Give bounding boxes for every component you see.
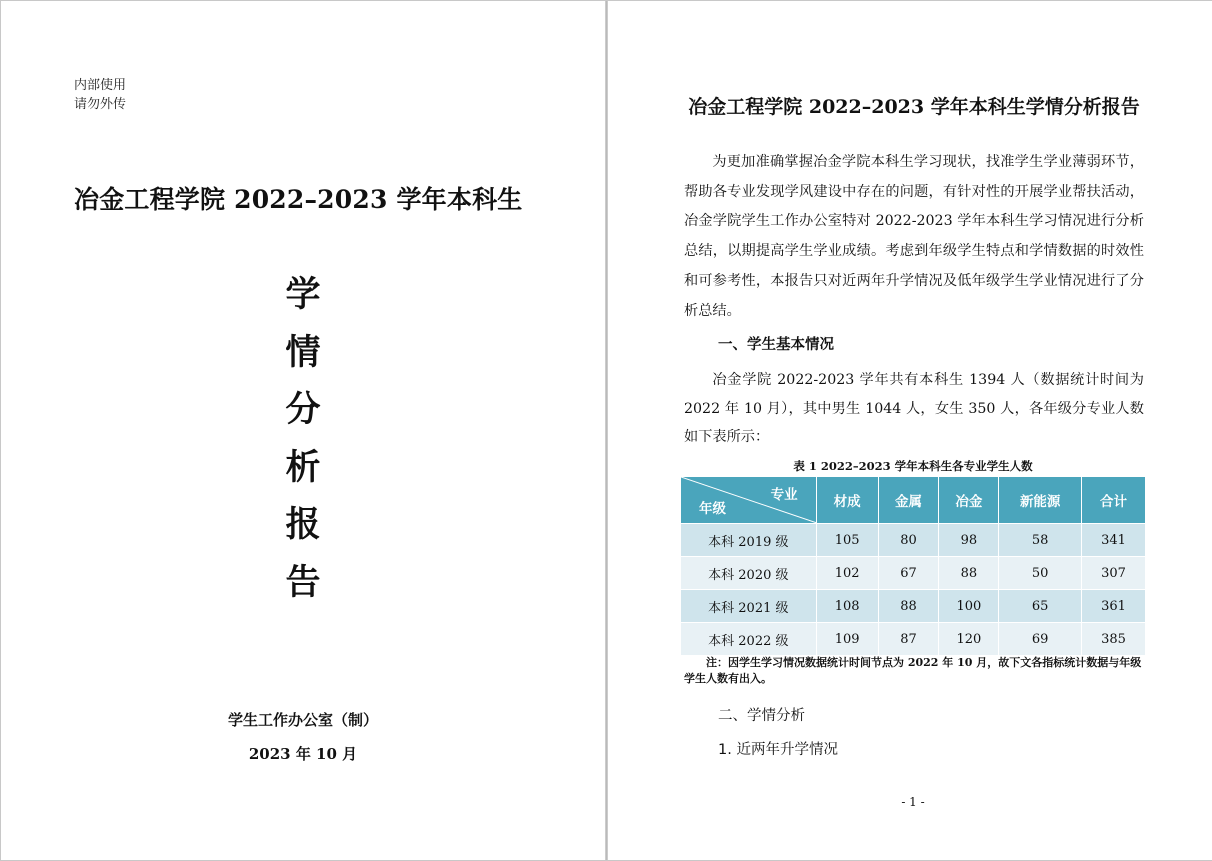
vertical-title-char: 析 [285,446,321,488]
table-cell: 108 [816,590,878,623]
confidential-line-internal: 内部使用 [74,78,127,93]
table-row-grade: 本科 2019 级 [681,524,817,557]
cover-date: 2023 年 10 月 [248,745,358,763]
table-row [681,623,1146,656]
cover-title: 冶金工程学院 2022–2023 学年本科生 [74,185,523,214]
table-cell: 88 [878,590,939,623]
table-note: 注：因学生学习情况数据统计时间节点为 2022 年 10 月，故下文各指标统计数据与年级学生人数有出入。 [684,656,1142,685]
table-cell: 87 [878,623,939,656]
table-header-row [681,477,1146,524]
vertical-title-char: 分 [285,389,321,430]
table-cell: 100 [939,590,999,623]
vertical-title-char: 情 [285,331,321,373]
table-caption: 表 1 2022–2023 学年本科生各专业学生人数 [793,459,1033,473]
table-corner-header [681,477,817,524]
table-header-cell: 新能源 [999,477,1082,524]
corner-label-grade: 年级 [699,501,726,517]
vertical-title-char: 学 [285,274,321,315]
table-cell: 88 [939,557,999,590]
table-row [681,590,1146,623]
vertical-title-char: 告 [285,561,321,603]
table-cell: 67 [878,557,939,590]
table-header-cell: 冶金 [939,477,999,524]
page-number: - 1 - [901,795,925,809]
table-cell: 341 [1082,524,1146,557]
section-heading-analysis: 二、学情分析 [718,708,805,724]
confidential-line-no-distribution: 请勿外传 [74,97,127,112]
subsection-heading-admission: 1. 近两年升学情况 [718,742,838,758]
table-cell: 109 [816,623,878,656]
table-cell: 120 [939,623,999,656]
table-cell: 105 [816,524,878,557]
cover-page [0,0,606,860]
table-row [681,524,1146,557]
table-row [681,557,1146,590]
report-title: 冶金工程学院 2022–2023 学年本科生学情分析报告 [688,96,1140,118]
table-cell: 307 [1082,557,1146,590]
intro-paragraph: 为更加准确掌握冶金学院本科生学习现状，找准学生学业薄弱环节，帮助各专业发现学风建设中存在的问题，有针对性的开展学业帮扶活动，冶金学院学生工作办公室特对 2022-2023 学年本科生学习情况进行分析总结，以期提高学生学业成绩。考虑到年级学生特点和学情数据的时效性和可参考性，本报告只对近两年升学情况及低年级学生学业情况进行了分析总结。 [684,154,1144,319]
table-cell: 50 [999,557,1082,590]
table-header-cell: 合计 [1082,477,1146,524]
report-page [608,0,1212,860]
table-cell: 65 [999,590,1082,623]
vertical-title-char: 报 [285,504,321,545]
table-cell: 361 [1082,590,1146,623]
cover-issuer: 学生工作办公室（制） [227,711,378,729]
table-cell: 69 [999,623,1082,656]
corner-label-major: 专业 [770,487,798,503]
table-header-cell: 金属 [878,477,939,524]
table-cell: 98 [939,524,999,557]
confidentiality-notice [74,76,126,114]
table-header-cell: 材成 [816,477,878,524]
table-cell: 80 [878,524,939,557]
student-count-table [680,476,1146,656]
table-cell: 385 [1082,623,1146,656]
table-row-grade: 本科 2022 级 [681,623,817,656]
cover-vertical-title [270,266,336,611]
table-row-grade: 本科 2020 级 [681,557,817,590]
table-cell: 58 [999,524,1082,557]
table-row-grade: 本科 2021 级 [681,590,817,623]
basic-info-paragraph: 冶金学院 2022-2023 学年共有本科生 1394 人（数据统计时间为 2022 年 10 月），其中男生 1044 人，女生 350 人，各年级分专业人数如下表所示： [684,372,1144,445]
section-heading-basic-info: 一、学生基本情况 [718,337,834,353]
table-cell: 102 [816,557,878,590]
